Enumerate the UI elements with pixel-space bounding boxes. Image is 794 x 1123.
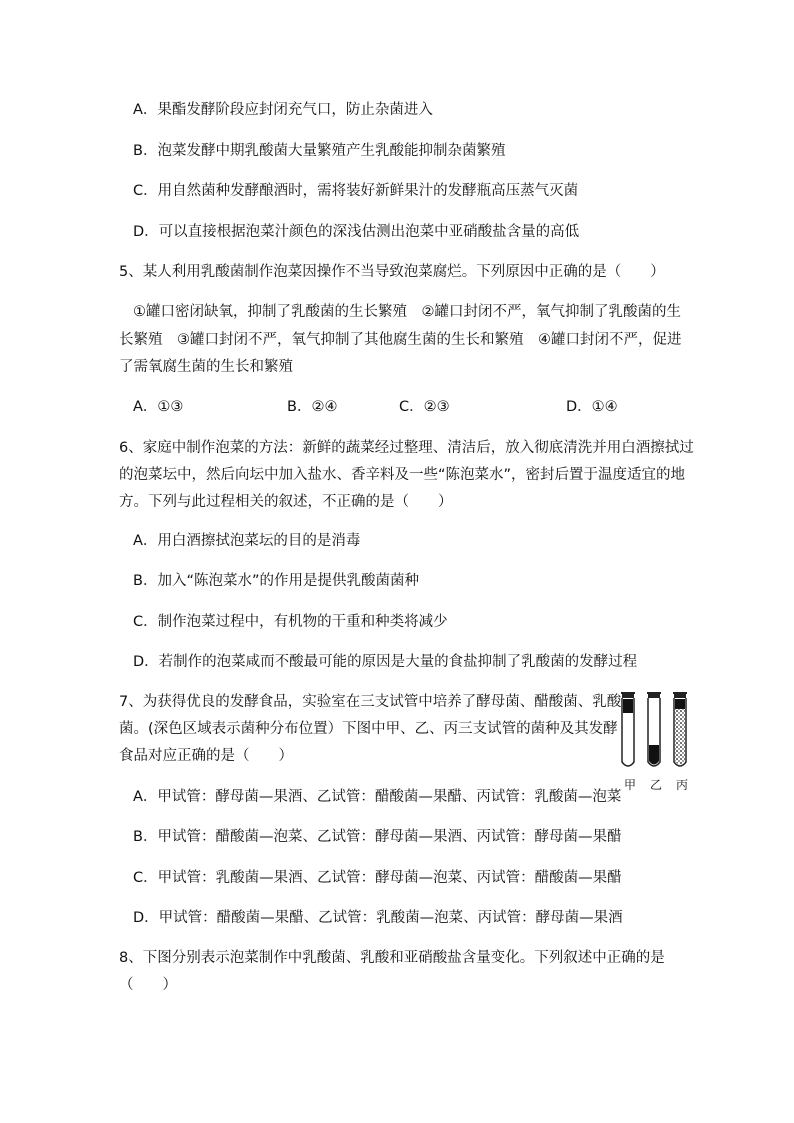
q7-stem-line3: 食品对应正确的是（ ） [119, 748, 293, 764]
q6-option-c: C．制作泡菜过程中，有机物的干重和种类将减少 [133, 614, 448, 630]
q7-option-c: C．甲试管：乳酸菌—果酒、乙试管：酵母菌—泡菜、丙试管：醋酸菌—果醋 [133, 870, 622, 886]
test-tubes-figure [616, 690, 696, 796]
q5-option-d: D．①④ [566, 399, 618, 415]
q7-stem-line2: 菌。(深色区域表示菌种分布位置）下图中甲、乙、丙三支试管的菌种及其发酵 [119, 721, 618, 737]
q5-option-c: C．②③ [399, 399, 450, 415]
q6-option-b: B．加入“陈泡菜水”的作用是提供乳酸菌菌种 [133, 573, 419, 589]
q5-option-a: A．①③ [133, 399, 184, 415]
q5-items-line3: 了需氧腐生菌的生长和繁殖 [119, 359, 293, 375]
tube-label-bing: 丙 [676, 778, 689, 792]
q7-option-d: D．甲试管：醋酸菌—果醋、乙试管：乳酸菌—泡菜、丙试管：酵母菌—果酒 [133, 910, 623, 926]
q4-option-b: B．泡菜发酵中期乳酸菌大量繁殖产生乳酸能抑制杂菌繁殖 [133, 143, 506, 159]
q7-option-b: B．甲试管：醋酸菌—泡菜、乙试管：酵母菌—果酒、丙试管：酵母菌—果醋 [133, 829, 622, 845]
tube-jia [621, 692, 635, 766]
test-tubes-illustration [616, 690, 696, 778]
q7-stem-line1: 7、为获得优良的发酵食品，实验室在三支试管中培养了酵母菌、醋酸菌、乳酸 [119, 694, 622, 710]
q5-stem: 5、某人利用乳酸菌制作泡菜因操作不当导致泡菜腐烂。下列原因中正确的是（ ） [119, 264, 665, 280]
q5-items-line2: 长繁殖 ③罐口封闭不严，氧气抑制了其他腐生菌的生长和繁殖 ④罐口封闭不严，促进 [119, 332, 682, 348]
tube-bing [673, 692, 687, 766]
tube-label-jia: 甲 [624, 778, 637, 792]
q5-items-line1: ①罐口密闭缺氧，抑制了乳酸菌的生长繁殖 ②罐口封闭不严，氧气抑制了乳酸菌的生 [133, 304, 681, 320]
q5-option-b: B．②④ [287, 399, 338, 415]
q8-stem-line1: 8、下图分别表示泡菜制作中乳酸菌、乳酸和亚硝酸盐含量变化。下列叙述中正确的是 [119, 950, 665, 966]
q6-stem-line2: 的泡菜坛中，然后向坛中加入盐水、香辛料及一些“陈泡菜水”，密封后置于温度适宜的地 [119, 467, 686, 483]
q4-option-a: A．果酯发酵阶段应封闭充气口，防止杂菌进入 [133, 102, 433, 118]
q8-stem-line2: （ ） [119, 977, 177, 993]
q4-option-d: D．可以直接根据泡菜汁颜色的深浅估测出泡菜中亚硝酸盐含量的高低 [133, 224, 580, 240]
q4-option-c: C．用自然菌种发酵酿酒时，需将装好新鲜果汁的发酵瓶高压蒸气灭菌 [133, 183, 579, 199]
tube-label-yi: 乙 [650, 778, 663, 792]
q6-option-d: D．若制作的泡菜咸而不酸最可能的原因是大量的食盐抑制了乳酸菌的发酵过程 [133, 654, 638, 670]
q6-stem-line3: 方。下列与此过程相关的叙述，不正确的是（ ） [119, 494, 453, 510]
q6-stem-line1: 6、家庭中制作泡菜的方法：新鲜的蔬菜经过整理、清洁后，放入彻底清洗并用白酒擦拭过 [119, 440, 694, 456]
q6-option-a: A．用白酒擦拭泡菜坛的目的是消毒 [133, 533, 361, 549]
q7-option-a: A．甲试管：酵母菌—果酒、乙试管：醋酸菌—果醋、丙试管：乳酸菌—泡菜 [133, 789, 622, 805]
tube-yi [647, 692, 661, 766]
